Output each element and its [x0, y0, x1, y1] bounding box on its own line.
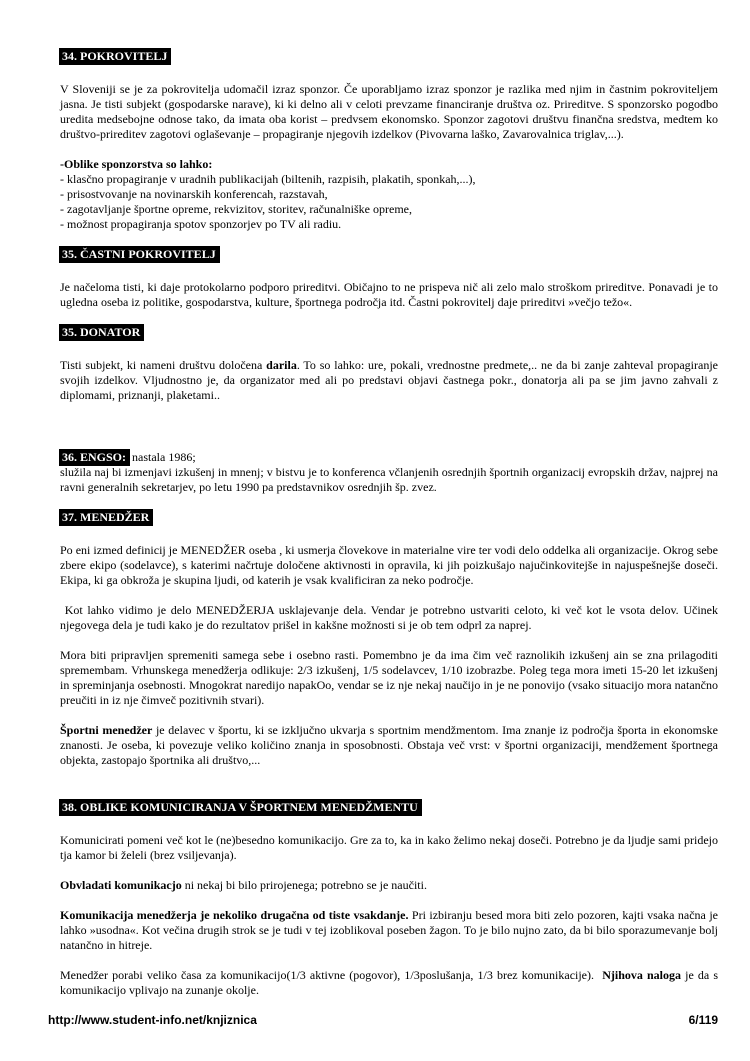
footer-url[interactable]: http://www.student-info.net/knjiznica — [48, 1013, 257, 1027]
sponsorship-forms-title: -Oblike sponzorstva so lahko: — [60, 157, 213, 171]
heading-menedzer: 37. MENEDŽER — [60, 510, 152, 525]
sponsorship-form-item: - zagotavljanje športne opreme, rekvizitov, storitev, računalniške opreme, — [60, 202, 412, 216]
heading-engso: 36. ENGSO: — [60, 450, 129, 465]
paragraph-menedzer-2: Kot lahko vidimo je delo MENEDŽERJA usklajevanje dela. Vendar je potrebno ustvariti celoto, ki več kot le vsota delov. Učinek njegovega dela je tudi kako je do rezultatov prišel in kakšne možnosti si je ob tem odprl za naprej. — [60, 603, 722, 632]
paragraph-komuniciranje-2: Obvladati komunikacjo ni nekaj bi bilo prirojenega; potrebno se je naučiti. — [60, 878, 427, 892]
page-number: 6/119 — [688, 1013, 718, 1027]
heading-pokrovitelj: 34. POKROVITELJ — [60, 49, 170, 64]
paragraph-komuniciranje-1: Komunicirati pomeni več kot le (ne)besedno komunikacijo. Gre za to, ka in kako želimo nekaj doseči. Potrebno je da ljudje sami pridejo tja kamor bi želeli (brez vsiljevanja). — [60, 833, 718, 862]
paragraph-komuniciranje-3: Komunikacija menedžerja je nekoliko drugačna od tiste vsakdanje. Pri izbiranju besed mora biti zelo pozoren, kajti vsaka načna je lahko »usodna«. Kot večina drugih strok se je tudi v tej izoblikoval poseben žagon. To je bilo nujno zato, da bi bilo sporazumevanje bolj natančno in hitreje. — [60, 908, 718, 952]
sponsorship-form-item: - prisostvovanje na novinarskih konferencah, razstavah, — [60, 187, 328, 201]
paragraph-donator: Tisti subjekt, ki nameni društvu določena darila. To so lahko: ure, pokali, vrednostne predmete,.. ne da bi zanje zahteval propagiranje svojih izdelkov. Vljudnostno je, da organizator med ali po predstavi objavi častnega pokr., donatorja ali pa se jim javno zahvali z diplomami, priznanji, plaketami.. — [60, 358, 718, 402]
paragraph-sportni-menedzer: Športni menedžer je delavec v športu, ki se izključno ukvarja s sportnim mendžmentom. Ima znanje iz področja športa in ekonomske znanosti. Je oseba, ki povezuje veliko količino znanja in sposobnosti. Obstaja več vrst: v športni organizaciji, mendžement športnega objekta, zastopajo športnika ali društvo,... — [60, 723, 718, 767]
sponsorship-form-item: - možnost propagiranja spotov sponzorjev po TV ali radiu. — [60, 217, 342, 231]
paragraph-menedzer-3: Mora biti pripravljen spremeniti samega sebe i osebno rasti. Pomembno je da ima čim več raznolikih izkušenj ain se zna prilagoditi spremembam. Vrhunskega menedžerja odlikuje: 2/3 izkušenj, 1/5 sodelavcev, 1/10 izobrazbe. Poleg tega mora imeti 15-20 let izkušenj in spreminjanja osebnosti. Mnogokrat naredijo napakOo, vendar se iz nje nekaj naučijo in je ne ponovijo (vsako situacijo mora natančno preučiti in iz nje čimveč pozitivnih stvari). — [60, 648, 718, 707]
heading-komuniciranje: 38. OBLIKE KOMUNICIRANJA V ŠPORTNEM MENEDŽMENTU — [60, 800, 421, 815]
sponsorship-form-item: - klasčno propagiranje v uradnih publikacijah (biltenih, razpisih, plakatih, sponkah,...), — [60, 172, 476, 186]
paragraph-castni-pokrovitelj: Je načeloma tisti, ki daje protokolarno podporo prireditvi. Običajno to ne prispeva nič ali zelo malo stroškom prireditve. Ponavadi je to ugledna oseba iz politike, gospodarstva, kulture, športnega področja itd. Častni pokrovitelj daje prireditvi »večjo težo«. — [60, 280, 718, 309]
heading-donator: 35. DONATOR — [60, 325, 143, 340]
paragraph-engso: služila naj bi izmenjavi izkušenj in mnenj; v bistvu je to konferenca včlanjenih osrednjih športnih organizacij evropskih držav, najprej na ravni generalnih sekretarjev, po letu 1990 pa predstavnikov osrednjih šp. zvez. — [60, 465, 718, 494]
paragraph-komuniciranje-4: Menedžer porabi veliko časa za komunikacijo(1/3 aktivne (pogovor), 1/3poslušanja, 1/3 brez komunikacije). Njihova naloga je da s komunikacijo vplivajo na zunanje okolje. — [60, 968, 722, 997]
engso-founded: nastala 1986; — [129, 450, 196, 464]
paragraph-pokrovitelj: V Sloveniji se je za pokrovitelja udomačil izraz sponzor. Če uporabljamo izraz sponzor je razlika med njim in častnim pokroviteljem jasna. Je tisti subjekt (gospodarske narave), ki ki delno ali v celoti prevzame financiranje društva oz. Prireditve. S sponzorsko pogodbo uredita medsebojne odnose tako, da imata oba korist – predvsem ekonomsko. Sponzor zagotovi društvu finančna sredstva, medtem ko društvo-prireditev zagotovi oglaševanje – propagiranje njegovih izdelkov (Pivovarna laško, Zavarovalnica triglav,...). — [60, 82, 718, 141]
heading-castni-pokrovitelj: 35. ČASTNI POKROVITELJ — [60, 247, 219, 262]
paragraph-menedzer-1: Po eni izmed definicij je MENEDŽER oseba , ki usmerja človekove in materialne vire ter vodi delo oddelka ali organizacije. Okrog sebe zbere ekipo (sodelavce), s katerimi načrtuje določene aktivnosti in opravila, ki jih poizkušajo najučinkovitejše in najuspešnejše doseči. Ekipa, ki ga obkroža je skupina ljudi, od katerih je vsak kvalificiran za neko področje. — [60, 543, 718, 587]
document-page — [60, 40, 722, 998]
page-footer — [48, 1013, 718, 1028]
